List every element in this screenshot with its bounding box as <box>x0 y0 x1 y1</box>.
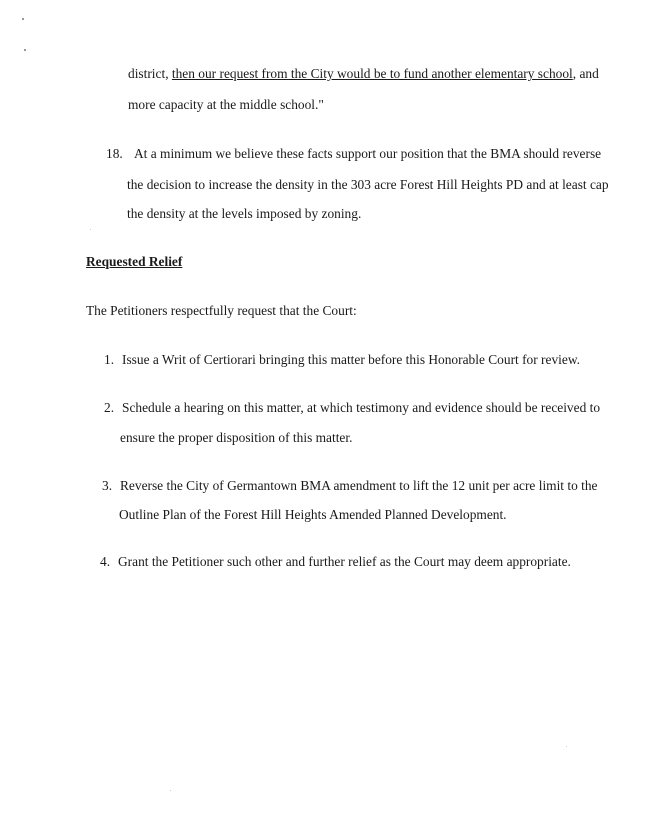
item-18-line-2: the decision to increase the density in the 303 acre Forest Hill Heights PD and at least cap <box>127 177 609 192</box>
item-18-line-1: At a minimum we believe these facts support our position that the BMA should reverse <box>134 146 602 161</box>
relief-item-2-number: 2. <box>104 400 115 415</box>
scan-speck <box>170 790 171 791</box>
requested-relief-heading: Requested Relief <box>86 254 183 269</box>
scan-speck <box>566 746 567 747</box>
relief-item-2-line-2: ensure the proper disposition of this matter. <box>120 430 353 445</box>
relief-item-1-line-1: Issue a Writ of Certiorari bringing this matter before this Honorable Court for review. <box>122 352 580 367</box>
relief-item-3-number: 3. <box>102 478 113 493</box>
relief-item-2-line-1: Schedule a hearing on this matter, at which testimony and evidence should be received to <box>122 400 601 415</box>
item-18-line-3: the density at the levels imposed by zoning. <box>127 206 362 221</box>
scan-speck <box>90 229 91 230</box>
relief-item-3-line-1: Reverse the City of Germantown BMA amendment to lift the 12 unit per acre limit to the <box>120 478 598 493</box>
scan-speck <box>22 18 24 20</box>
continuation-line-1 <box>128 66 599 82</box>
relief-intro: The Petitioners respectfully request that the Court: <box>86 303 357 318</box>
relief-item-4-number: 4. <box>100 554 111 569</box>
item-18-number: 18. <box>106 146 123 161</box>
relief-item-3-line-2: Outline Plan of the Forest Hill Heights Amended Planned Development. <box>119 507 507 522</box>
continuation-underlined-quote: then our request from the City would be to fund another elementary school <box>171 66 573 81</box>
relief-item-4-line-1: Grant the Petitioner such other and further relief as the Court may deem appropriate. <box>118 554 571 569</box>
continuation-lead: district, <box>128 66 172 81</box>
continuation-line-2: more capacity at the middle school." <box>128 97 324 112</box>
relief-item-1-number: 1. <box>104 352 115 367</box>
continuation-tail: , and <box>572 66 599 81</box>
scan-speck <box>24 49 26 51</box>
